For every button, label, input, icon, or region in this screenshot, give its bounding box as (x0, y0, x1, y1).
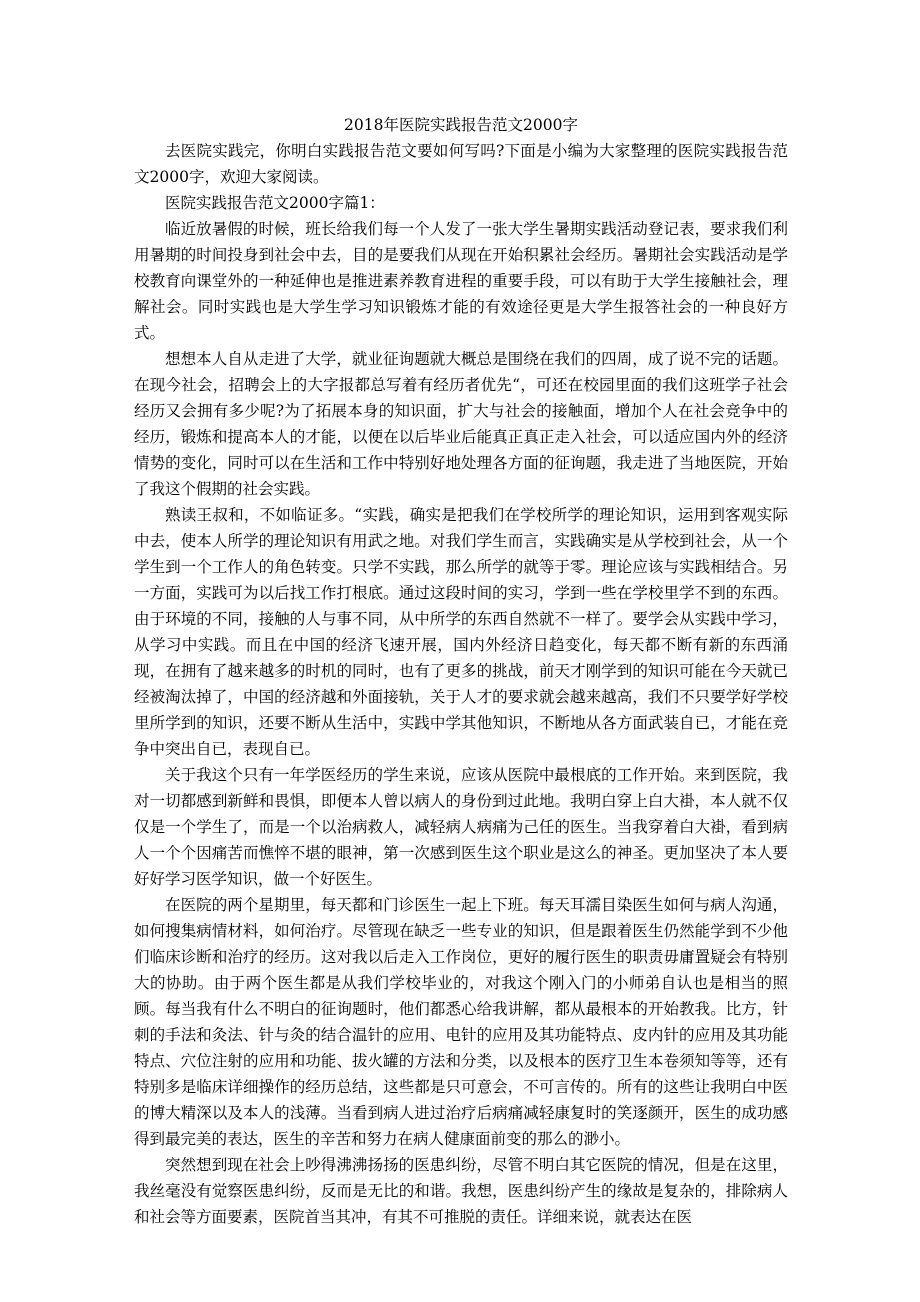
body-paragraph: 关于我这个只有一年学医经历的学生来说，应该从医院中最根底的工作开始。来到医院，我对一切都感到新鲜和畏惧，即便本人曾以病人的身份到过此地。我明白穿上白大褂，本人就不仅仅是一个学生了，而是一个以治病救人，减轻病人病痛为己任的医生。当我穿着白大褂，看到病人一个个因痛苦而憔悴不堪的眼神，第一次感到医生这个职业是这么的神圣。更加坚决了本人要好好学习医学知识，做一个好医生。 (134, 766, 788, 888)
body-paragraph: 想想本人自从走进了大学，就业征询题就大概总是围绕在我们的四周，成了说不完的话题。在现今社会，招聘会上的大字报都总写着有经历者优先“，可还在校园里面的我们这班学子社会经历又会拥有多少呢?为了拓展本身的知识面，扩大与社会的接触面，增加个人在社会竞争中的经历，锻炼和提高本人的才能，以便在以后毕业后能真正真正走入社会，可以适应国内外的经济情势的变化，同时可以在生活和工作中特别好地处理各方面的征询题，我走进了当地医院，开始了我这个假期的社会实践。 (134, 350, 788, 498)
intro-paragraph: 去医院实践完，你明白实践报告范文要如何写吗?下面是小编为大家整理的医院实践报告范文2000字，欢迎大家阅读。 (134, 142, 788, 186)
document-title: 2018年医院实践报告范文2000字 (344, 116, 578, 134)
body-paragraph: 突然想到现在社会上吵得沸沸扬扬的医患纠纷，尽管不明白其它医院的情况，但是在这里，我丝毫没有觉察医患纠纷，反而是无比的和谐。我想，医患纠纷产生的缘故是复杂的，排除病人和社会等方面要素，医院首当其冲，有其不可推脱的责任。详细来说，就表达在医 (134, 1156, 788, 1226)
body-paragraph: 熟读王叔和，不如临证多。“实践，确实是把我们在学校所学的理论知识，运用到客观实际中去，使本人所学的理论知识有用武之地。对我们学生而言，实践确实是从学校到社会，从一个学生到一个工作人的角色转变。只学不实践，那么所学的就等于零。理论应该与实践相结合。另一方面，实践可为以后找工作打根底。通过这段时间的实习，学到一些在学校里学不到的东西。由于环境的不同，接触的人与事不同，从中所学的东西自然就不一样了。要学会从实践中学习，从学习中实践。而且在中国的经济飞速开展，国内外经济日趋变化，每天都不断有新的东西涌现，在拥有了越来越多的时机的同时，也有了更多的挑战，前天才刚学到的知识可能在今天就已经被淘汰掉了，中国的经济越和外面接轨，关于人才的要求就会越来越高，我们不只要学好学校里所学到的知识，还要不断从生活中，实践中学其他知识，不断地从各方面武装自已，才能在竞争中突出自已，表现自已。 (134, 506, 788, 758)
body-paragraph: 临近放暑假的时候，班长给我们每一个人发了一张大学生暑期实践活动登记表，要求我们利用暑期的时间投身到社会中去，目的是要我们从现在开始积累社会经历。暑期社会实践活动是学校教育向课堂外的一种延伸也是推进素养教育进程的重要手段，可以有助于大学生接触社会，理解社会。同时实践也是大学生学习知识锻炼才能的有效途径更是大学生报答社会的一种良好方式。 (134, 220, 788, 342)
body-paragraph: 在医院的两个星期里，每天都和门诊医生一起上下班。每天耳濡目染医生如何与病人沟通，如何搜集病情材料，如何治疗。尽管现在缺乏一些专业的知识，但是跟着医生仍然能学到不少他们临床诊断和治疗的经历。这对我以后走入工作岗位，更好的履行医生的职责毋庸置疑会有特别大的协助。由于两个医生都是从我们学校毕业的，对我这个刚入门的小师弟自认也是相当的照顾。每当我有什么不明白的征询题时，他们都悉心给我讲解，都从最根本的开始教我。比方，针刺的手法和灸法、针与灸的结合温针的应用、电针的应用及其功能特点、皮内针的应用及其功能特点、穴位注射的应用和功能、拔火罐的方法和分类，以及根本的医疗卫生本卷须知等等，还有特别多是临床详细操作的经历总结，这些都是只可意会，不可言传的。所有的这些让我明白中医的博大精深以及本人的浅薄。当看到病人进过治疗后病痛减轻康复时的笑逐颜开，医生的成功感得到最完美的表达，医生的辛苦和努力在病人健康面前变的那么的渺小。 (134, 896, 788, 1148)
section-heading: 医院实践报告范文2000字篇1： (165, 194, 385, 212)
document-page (134, 112, 788, 1230)
